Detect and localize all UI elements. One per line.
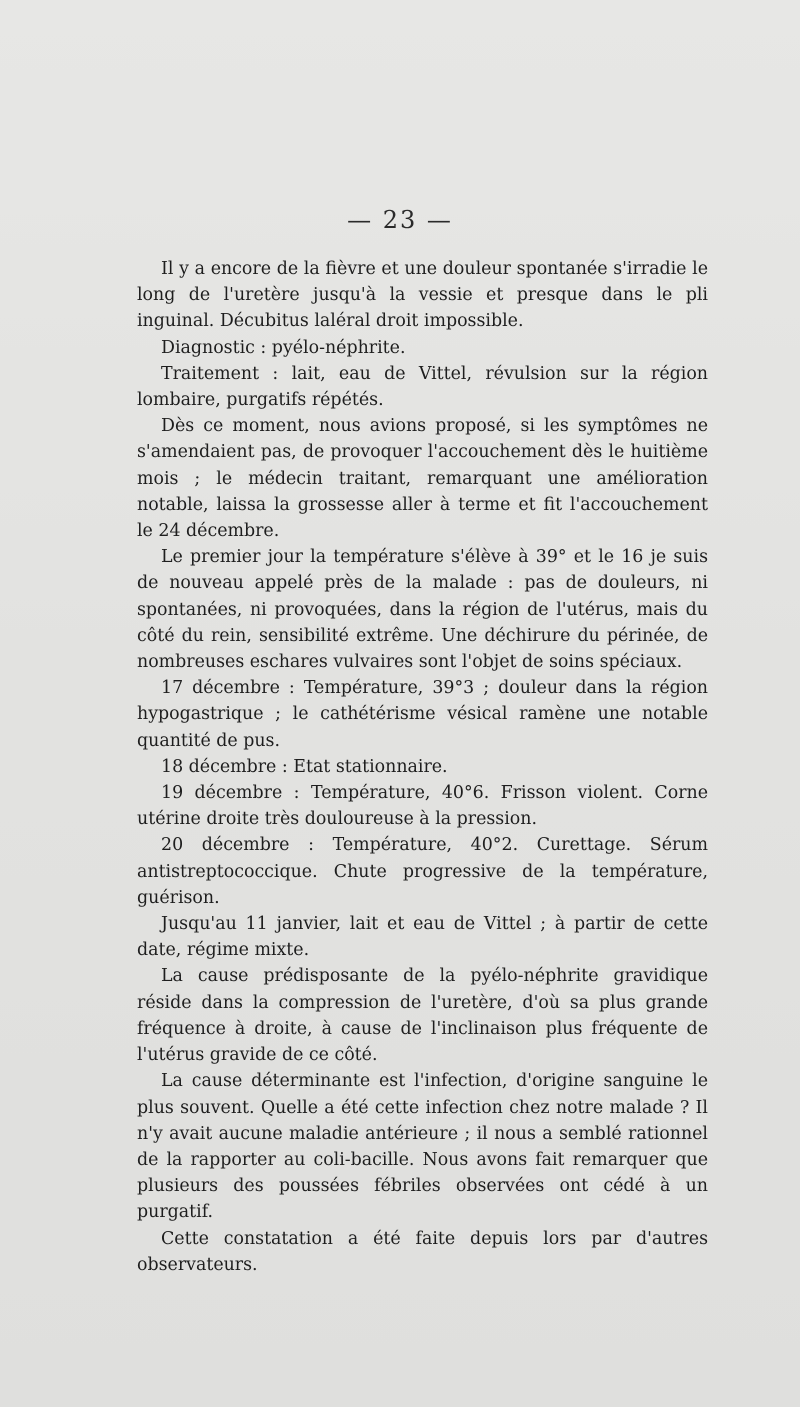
paragraph-dec-17: 17 décembre : Température, 39°3 ; douleur dans la région hypogastrique ; le cathétérisme vésical ramène une notable quantité de pus. [137,678,708,751]
paragraph-diagnostic: Diagnostic : pyélo-néphrite. [161,337,406,358]
paragraph-dec-19: 19 décembre : Température, 40°6. Frisson violent. Corne utérine droite très douloureuse à la pression. [137,783,708,830]
paragraph-dec-18: 18 décembre : Etat stationnaire. [161,756,448,777]
page-number: — 23 — [347,206,453,234]
paragraph-proposal: Dès ce moment, nous avions proposé, si les symptômes ne s'amendaient pas, de provoquer l'accouchement dès le huitième mois ; le médecin traitant, remarquant une amélioration notable, laissa la grossesse aller à terme et fit l'accouchement le 24 décembre. [137,416,708,542]
paragraph-dec-20: 20 décembre : Température, 40°2. Curettage. Sérum antistreptococcique. Chute progressive de la température, guérison. [137,835,708,908]
paragraph-predisposing-cause: La cause prédisposante de la pyélo-néphrite gravidique réside dans la compression de l'uretère, d'où sa plus grande fréquence à droite, à cause de l'inclinaison plus fréquente de l'utérus gravide de ce côté. [137,966,708,1066]
paragraph-fever: Il y a encore de la fièvre et une douleur spontanée s'irradie le long de l'uretère jusqu'à la vessie et presque dans le pli inguinal. Décubitus laléral droit impossible. [137,259,708,332]
body-text [137,256,708,1278]
paragraph-treatment: Traitement : lait, eau de Vittel, révulsion sur la région lombaire, purgatifs répétés. [137,363,708,411]
paragraph-determining-cause: La cause déterminante est l'infection, d'origine sanguine le plus souvent. Quelle a été cette infection chez notre malade ? Il n'y avait aucune maladie antérieure ; il nous a semblé rationnel de la rapporter au coli-bacille. Nous avons fait remarquer que plusieurs des poussées fébriles observées ont cédé à un purgatif. [137,1071,708,1223]
paragraph-jan-11: Jusqu'au 11 janvier, lait et eau de Vittel ; à partir de cette date, régime mixte. [137,914,708,961]
paragraph-observation: Cette constatation a été faite depuis lors par d'autres observateurs. [137,1228,708,1275]
paragraph-first-day: Le premier jour la température s'élève à 39° et le 16 je suis de nouveau appelé près de la malade : pas de douleurs, ni spontanées, ni provoquées, dans la région de l'utérus, mais du côté du rein, sensibilité extrême. Une déchirure du périnée, de nombreuses eschares vulvaires sont l'objet de soins spéciaux. [137,547,708,673]
